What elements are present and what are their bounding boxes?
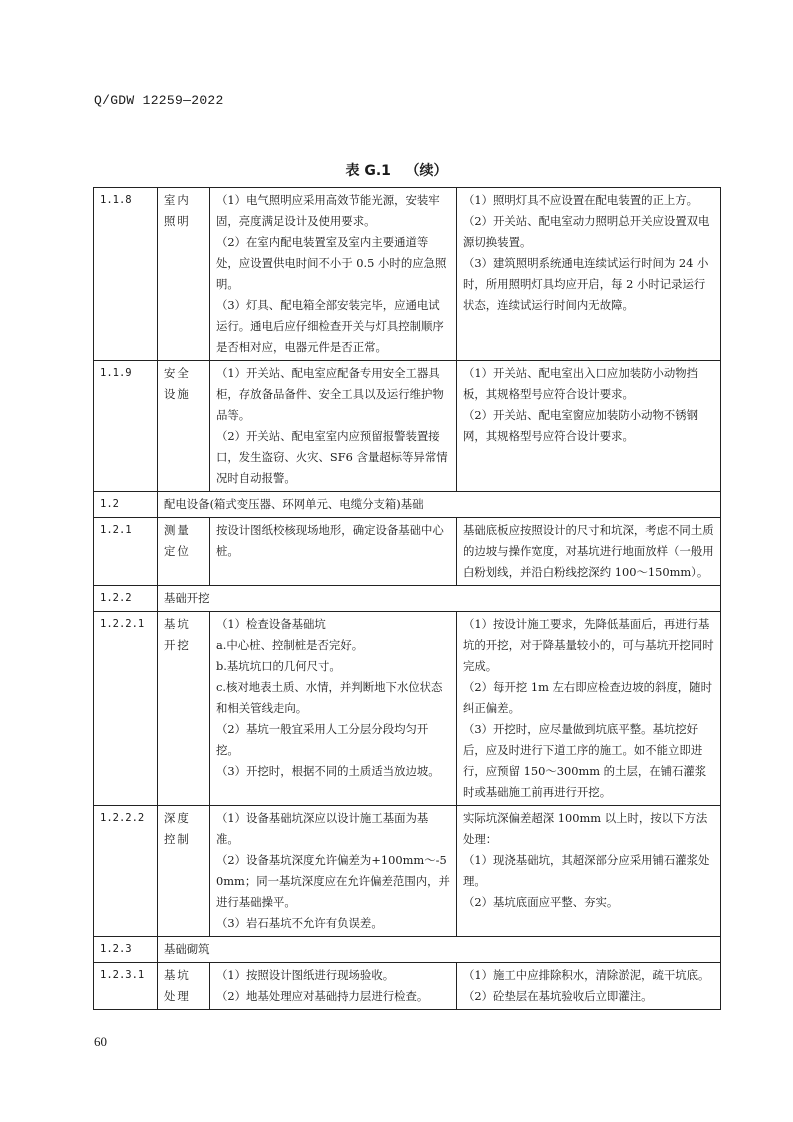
process-notes [457,806,721,937]
item-name: 测量定位 [158,518,210,586]
section-row [94,586,721,612]
note-line: 实际坑深偏差超深 100mm 以上时，按以下方法处理： [463,811,708,846]
process-notes [457,612,721,806]
row-number: 1.2.1 [94,518,158,586]
item-name: 基坑处理 [158,963,210,1010]
requirement-line: a.中心桩、控制桩是否完好。 [216,638,364,652]
requirement-line: （1）电气照明应采用高效节能光源，安装牢固，亮度满足设计及使用要求。 [216,193,440,228]
section-title: 基础开挖 [158,586,721,612]
item-name: 深度控制 [158,806,210,937]
quality-requirements [210,188,457,361]
table-title [0,160,793,180]
section-row [94,492,721,518]
row-number: 1.1.9 [94,361,158,492]
requirement-line: （1）按照设计图纸进行现场验收。 [216,968,395,982]
note-line: （2）开关站、配电室动力照明总开关应设置双电源切换装置。 [463,214,710,249]
process-notes [457,963,721,1010]
item-name: 基坑开挖 [158,612,210,806]
section-title: 基础砌筑 [158,937,721,963]
note-line: （2）基坑底面应平整、夯实。 [463,895,619,909]
note-line: （1）现浇基础坑，其超深部分应采用铺石灌浆处理。 [463,853,710,888]
note-line: 基础底板应按照设计的尺寸和坑深，考虑不同土质的边坡与操作宽度，对基坑进行地面放样（一般用白粉划线，并沿白粉线挖深约 100～150mm）。 [463,523,714,579]
requirement-line: （3）岩石基坑不允许有负误差。 [216,916,383,930]
quality-requirements [210,963,457,1010]
note-line: （1）开关站、配电室出入口应加装防小动物挡板，其规格型号应符合设计要求。 [463,366,699,401]
row-number: 1.2.3.1 [94,963,158,1010]
row-number: 1.2.2.2 [94,806,158,937]
quality-requirements [210,806,457,937]
note-line: （1）照明灯具不应设置在配电装置的正上方。 [463,193,699,207]
requirement-line: （2）在室内配电装置室及室内主要通道等处，应设置供电时间不小于 0.5 小时的应急照明。 [216,235,447,291]
requirement-line: （1）设备基础坑深应以设计施工基面为基准。 [216,811,429,846]
quality-requirements [210,518,457,586]
page-number: 60 [94,1034,107,1049]
row-number: 1.2.2.1 [94,612,158,806]
requirement-line: b.基坑坑口的几何尺寸。 [216,659,341,673]
section-title: 配电设备(箱式变压器、环网单元、电缆分支箱)基础 [158,492,721,518]
note-line: （2）每开挖 1m 左右即应检查边坡的斜度，随时纠正偏差。 [463,680,712,715]
section-row [94,937,721,963]
row-number: 1.2.3 [94,937,158,963]
requirement-line: c.核对地表土质、水情，并判断地下水位状态和相关管线走向。 [216,680,443,715]
quality-requirements [210,612,457,806]
document-code: Q/GDW 12259—2022 [94,93,224,108]
table-row [94,518,721,586]
requirement-line: （2）开关站、配电室室内应预留报警装置接口，发生盗窃、火灾、SF6 含量超标等异常情况时自动报警。 [216,429,448,485]
row-number: 1.2 [94,492,158,518]
quality-requirements [210,361,457,492]
requirement-line: （2）地基处理应对基础持力层进行检查。 [216,989,429,1003]
process-notes [457,361,721,492]
row-number: 1.2.2 [94,586,158,612]
requirement-line: 按设计图纸校核现场地形，确定设备基础中心桩。 [216,523,444,558]
note-line: （3）开挖时，应尽量做到坑底平整。基坑挖好后，应及时进行下道工序的施工。如不能立即进行，应预留 150～300mm 的土层，在铺石灌浆时或基础施工前再进行开挖。 [463,722,707,799]
note-line: （1）施工中应排除积水，清除淤泥，疏干坑底。 [463,968,710,982]
table-row [94,806,721,937]
table-row [94,188,721,361]
item-name: 安全设施 [158,361,210,492]
table-title-label: 表 G.1 [345,163,391,179]
spec-table [93,187,721,1010]
table-row [94,361,721,492]
requirement-line: （1）检查设备基础坑 [216,617,326,631]
row-number: 1.1.8 [94,188,158,361]
requirement-line: （3）灯具、配电箱全部安装完毕，应通电试运行。通电后应仔细检查开关与灯具控制顺序是否相对应，电器元件是否正常。 [216,298,444,354]
note-line: （3）建筑照明系统通电连续试运行时间为 24 小时，所用照明灯具均应开启，每 2 小时记录运行状态，连续试运行时间内无故障。 [463,256,709,312]
table-title-continued: （续） [405,163,448,179]
spec-table-body [94,188,721,1010]
requirement-line: （2）基坑一般宜采用人工分层分段均匀开挖。 [216,722,429,757]
item-name: 室内照明 [158,188,210,361]
note-line: （2）砼垫层在基坑验收后立即灌注。 [463,989,653,1003]
table-row [94,963,721,1010]
requirement-line: （1）开关站、配电室应配备专用安全工器具柜，存放备品备件、安全工具以及运行维护物品等。 [216,366,444,422]
note-line: （1）按设计施工要求，先降低基面后，再进行基坑的开挖，对于降基量较小的，可与基坑开挖同时完成。 [463,617,714,673]
process-notes [457,518,721,586]
table-row [94,612,721,806]
note-line: （2）开关站、配电室窗应加装防小动物不锈钢网，其规格型号应符合设计要求。 [463,408,699,443]
requirement-line: （2）设备基坑深度允许偏差为+100mm～-50mm；同一基坑深度应在允许偏差范围内，并进行基础操平。 [216,853,450,909]
requirement-line: （3）开挖时，根据不同的土质适当放边坡。 [216,764,440,778]
process-notes [457,188,721,361]
